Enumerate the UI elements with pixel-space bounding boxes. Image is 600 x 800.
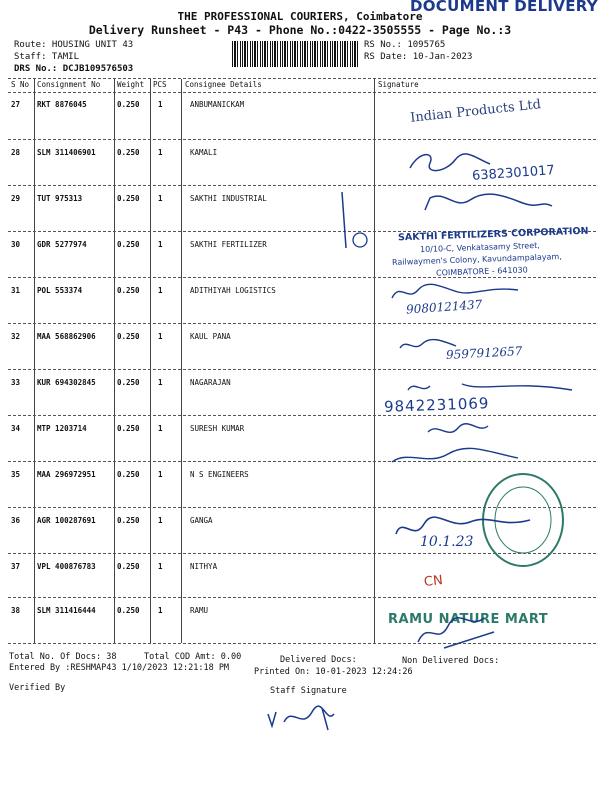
- signature-row-33: [402, 378, 582, 398]
- document-delivery-stamp: DOCUMENT DELIVERY: [410, 0, 598, 15]
- header-bottom-rule: [8, 92, 596, 93]
- row-pcs: 1: [158, 100, 163, 109]
- row-sno: 31: [11, 286, 21, 295]
- phone-row-32: 9597912657: [445, 344, 523, 362]
- rs-number: RS No.: 1095765: [364, 40, 446, 50]
- row-consignee: KAMALI: [190, 148, 218, 157]
- row-separator: [8, 323, 596, 324]
- col-header-consignee: Consignee Details: [185, 80, 262, 89]
- non-delivered-docs: Non Delivered Docs:: [402, 656, 500, 666]
- row-consignee: ADITHIYAH LOGISTICS: [190, 286, 276, 295]
- row-sno: 37: [11, 562, 21, 571]
- entered-by: Entered By :RESHMAP43 1/10/2023 12:21:18 PM: [9, 663, 230, 673]
- row-sno: 30: [11, 240, 21, 249]
- col-header-signature: Signature: [378, 80, 419, 89]
- route-label: Route: HOUSING UNIT 43: [14, 40, 134, 50]
- row-consignee: SAKTHI INDUSTRIAL: [190, 194, 267, 203]
- indian-products-stamp: Indian Products Ltd: [409, 97, 542, 126]
- row-weight: 0.250: [117, 516, 140, 525]
- sig-row-36-date: 10.1.23: [420, 534, 474, 550]
- barcode-image: [232, 41, 358, 67]
- row-weight: 0.250: [117, 332, 140, 341]
- sakthi-stamp-line2: Railwaymen's Colony, Kavundampalayam,: [391, 252, 562, 267]
- staff-label: Staff: TAMIL: [14, 52, 80, 62]
- rs-date: RS Date: 10-Jan-2023: [364, 52, 473, 62]
- col-header-weight: Weight: [117, 80, 145, 89]
- row-pcs: 1: [158, 470, 163, 479]
- row-pcs: 1: [158, 240, 163, 249]
- row-sno: 28: [11, 148, 21, 157]
- row-consignment: MAA 568862906: [37, 332, 96, 341]
- row-pcs: 1: [158, 378, 163, 387]
- row-weight: 0.250: [117, 470, 140, 479]
- row-consignee: NAGARAJAN: [190, 378, 231, 387]
- row-sno: 32: [11, 332, 21, 341]
- row-separator: [8, 415, 596, 416]
- drs-number: DRS No.: DCJB109576503: [14, 64, 134, 74]
- row-consignee: NITHYA: [190, 562, 218, 571]
- row-consignee: GANGA: [190, 516, 213, 525]
- row-consignment: VPL 400876783: [37, 562, 96, 571]
- row-sno: 35: [11, 470, 21, 479]
- row-consignment: MAA 296972951: [37, 470, 96, 479]
- sakthi-stamp-line1: 10/10-C, Venkatasamy Street,: [419, 240, 541, 255]
- row-consignment: POL 553374: [37, 286, 83, 295]
- row-separator: [8, 277, 596, 278]
- row-separator: [8, 597, 596, 598]
- row-consignee: ANBUMANICKAM: [190, 100, 245, 109]
- row-weight: 0.250: [117, 286, 140, 295]
- phone-row-31: 9080121437: [405, 297, 483, 317]
- row-consignment: RKT 8876045: [37, 100, 87, 109]
- sakthi-stamp-line3: COIMBATORE - 641030: [435, 265, 528, 278]
- row-weight: 0.250: [117, 606, 140, 615]
- row-consignee: SAKTHI FERTILIZER: [190, 240, 267, 249]
- row-consignee: RAMU: [190, 606, 209, 615]
- col-rule: [34, 79, 35, 643]
- col-rule: [114, 79, 115, 643]
- col-header-sno: S No: [11, 80, 30, 89]
- row-pcs: 1: [158, 194, 163, 203]
- row-separator: [8, 185, 596, 186]
- row-weight: 0.250: [117, 424, 140, 433]
- row-consignee: N S ENGINEERS: [190, 470, 249, 479]
- row-consignee: SURESH KUMAR: [190, 424, 245, 433]
- row-pcs: 1: [158, 424, 163, 433]
- table-bottom-rule: [8, 643, 596, 644]
- row-consignment: MTP 1203714: [37, 424, 87, 433]
- row-pcs: 1: [158, 562, 163, 571]
- signature-row-38: [414, 612, 504, 652]
- row-pcs: 1: [158, 286, 163, 295]
- row-sno: 34: [11, 424, 21, 433]
- staff-signature-label: Staff Signature: [270, 686, 347, 696]
- row-weight: 0.250: [117, 378, 140, 387]
- phone-row-33: 9842231069: [383, 394, 490, 416]
- row-sno: 38: [11, 606, 21, 615]
- row-weight: 0.250: [117, 240, 140, 249]
- col-rule: [181, 79, 182, 643]
- company-title: THE PROFESSIONAL COURIERS, Coimbatore: [177, 10, 423, 23]
- row-weight: 0.250: [117, 194, 140, 203]
- row-separator: [8, 369, 596, 370]
- mark-row-37: CN: [423, 573, 444, 590]
- row-sno: 36: [11, 516, 21, 525]
- row-weight: 0.250: [117, 100, 140, 109]
- printed-on: Printed On: 10-01-2023 12:24:26: [254, 667, 413, 677]
- row-pcs: 1: [158, 516, 163, 525]
- row-consignment: AGR 100287691: [37, 516, 96, 525]
- runsheet-title: Delivery Runsheet - P43 - Phone No.:0422-3505555 - Page No.:3: [88, 23, 512, 37]
- total-cod: Total COD Amt: 0.00: [144, 652, 242, 662]
- col-header-pcs: PCS: [153, 80, 167, 89]
- staff-signature: [262, 704, 362, 734]
- row-weight: 0.250: [117, 148, 140, 157]
- ramu-stamp: RAMU NATURE MART: [388, 612, 549, 627]
- row-consignee: KAUL PANA: [190, 332, 231, 341]
- row-sno: 29: [11, 194, 21, 203]
- total-docs: Total No. Of Docs: 38: [9, 652, 117, 662]
- col-header-consignment: Consignment No: [37, 80, 101, 89]
- col-rule: [150, 79, 151, 643]
- verified-by: Verified By: [9, 683, 66, 693]
- col-rule: [374, 79, 375, 643]
- row-sno: 27: [11, 100, 21, 109]
- header-top-rule: [8, 78, 596, 79]
- row-pcs: 1: [158, 606, 163, 615]
- row-weight: 0.250: [117, 562, 140, 571]
- delivered-docs: Delivered Docs:: [280, 655, 357, 665]
- row-consignment: GDR 5277974: [37, 240, 87, 249]
- sakthi-stamp-title: SAKTHI FERTILIZERS CORPORATION: [397, 225, 589, 244]
- row-pcs: 1: [158, 332, 163, 341]
- row-pcs: 1: [158, 148, 163, 157]
- row-consignment: KUR 694302845: [37, 378, 96, 387]
- phone-row-28: 6382301017: [471, 163, 556, 184]
- row-consignment: SLM 311406901: [37, 148, 96, 157]
- row-sno: 33: [11, 378, 21, 387]
- row-consignment: TUT 975313: [37, 194, 83, 203]
- row-consignment: SLM 311416444: [37, 606, 96, 615]
- row-separator: [8, 139, 596, 140]
